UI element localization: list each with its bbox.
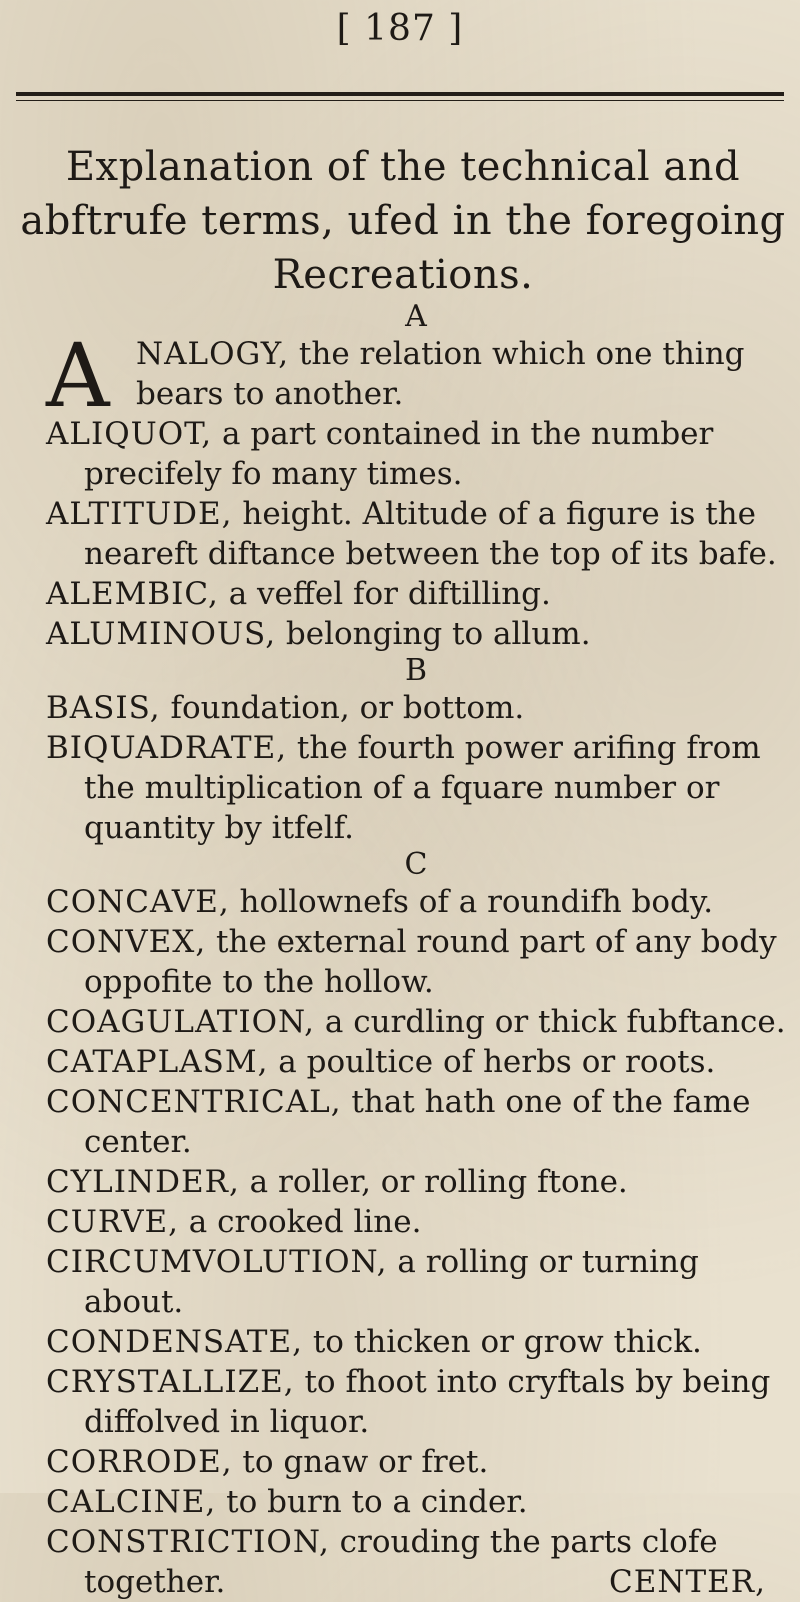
entry-term: CONCAVE, [46,884,230,920]
entry-convex [46,922,786,1002]
glossary [46,300,786,1602]
entry-cylinder [46,1162,786,1202]
entry-curve [46,1202,786,1242]
entry-definition: hollownefs of a roundifh body. [229,884,714,920]
entry-definition: a rolling or turning about. [84,1244,699,1320]
entry-definition: to burn to a cinder. [216,1484,528,1520]
entry-definition: the relation which one thing bears to another. [136,336,745,412]
entry-condensate [46,1322,786,1362]
entry-term: ALUMINOUS, [46,616,277,652]
entry-term: ALEMBIC, [46,576,219,612]
entry-term: CONSTRICTION, [46,1524,330,1560]
entry-definition: a curdling or thick fubftance. [315,1004,786,1040]
entry-definition: a crooked line. [178,1204,422,1240]
entry-term: CATAPLASM, [46,1044,269,1080]
entry-term: CYLINDER, [46,1164,240,1200]
entry-concentrical [46,1082,786,1162]
entry-circumvolution [46,1242,786,1322]
entry-crystallize [46,1362,786,1442]
entry-term: CALCINE, [46,1484,217,1520]
entry-definition: foundation, or bottom. [160,690,525,726]
entry-basis [46,688,786,728]
entry-term: ALIQUOT, [46,416,213,452]
entry-term: ALTITUDE, [46,496,233,532]
entry-alembic [46,574,786,614]
entry-constriction [46,1522,786,1602]
entry-definition: a part contained in the number precifely fo many times. [84,416,714,492]
entry-concave [46,882,786,922]
section-letter-c: C [404,847,428,882]
entry-cataplasm [46,1042,786,1082]
entry-corrode [46,1442,786,1482]
entry-term: BASIS, [46,690,161,726]
entry-aluminous [46,614,786,654]
entry-definition: crouding the parts clofe together. [84,1524,718,1600]
entry-coagulation [46,1002,786,1042]
entry-term: COAGULATION, [46,1004,316,1040]
header-rule-thick [16,92,784,96]
entry-term: CRYSTALLIZE, [46,1364,295,1400]
header-rule-thin [16,100,784,101]
entry-term: CONCENTRICAL, [46,1084,342,1120]
entry-biquadrate [46,728,786,848]
section-letter-a: A [405,299,427,334]
entry-definition: a poultice of herbs or roots. [268,1044,716,1080]
entry-term: NALOGY, [136,336,290,372]
page-title: Explanation of the technical and abftrufe terms, ufed in the foregoing Recreations. [20,144,786,298]
entry-definition: the external round part of any body oppofite to the hollow. [84,924,777,1000]
section-letter-b: B [404,653,428,688]
page-number: [ 187 ] [336,8,464,49]
entry-term: CONVEX, [46,924,207,960]
entry-altitude [46,494,786,574]
entry-term: CONDENSATE, [46,1324,303,1360]
entry-definition: belonging to allum. [276,616,591,652]
entry-aliquot [46,414,786,494]
entry-definition: a roller, or rolling ftone. [239,1164,628,1200]
entry-term: BIQUADRATE, [46,730,288,766]
catchword: CENTER, [609,1564,766,1600]
entry-definition: to gnaw or fret. [232,1444,489,1480]
entry-definition: a veffel for diftilling. [218,576,551,612]
entry-definition: that hath one of the fame center. [84,1084,751,1160]
entry-calcine [46,1482,786,1522]
entry-definition: to fhoot into cryftals by being diffolved in liquor. [84,1364,771,1440]
drop-cap: A [46,324,110,427]
entry-analogy [46,324,786,427]
entry-definition: the fourth power arifing from the multiplication of a fquare number or quantity by itfelf. [84,730,761,846]
entry-term: CORRODE, [46,1444,233,1480]
entry-definition: to thicken or grow thick. [302,1324,702,1360]
entry-term: CIRCUMVOLUTION, [46,1244,388,1280]
entry-definition: height. Altitude of a figure is the neareft diftance between the top of its bafe. [84,496,777,572]
entry-term: CURVE, [46,1204,179,1240]
